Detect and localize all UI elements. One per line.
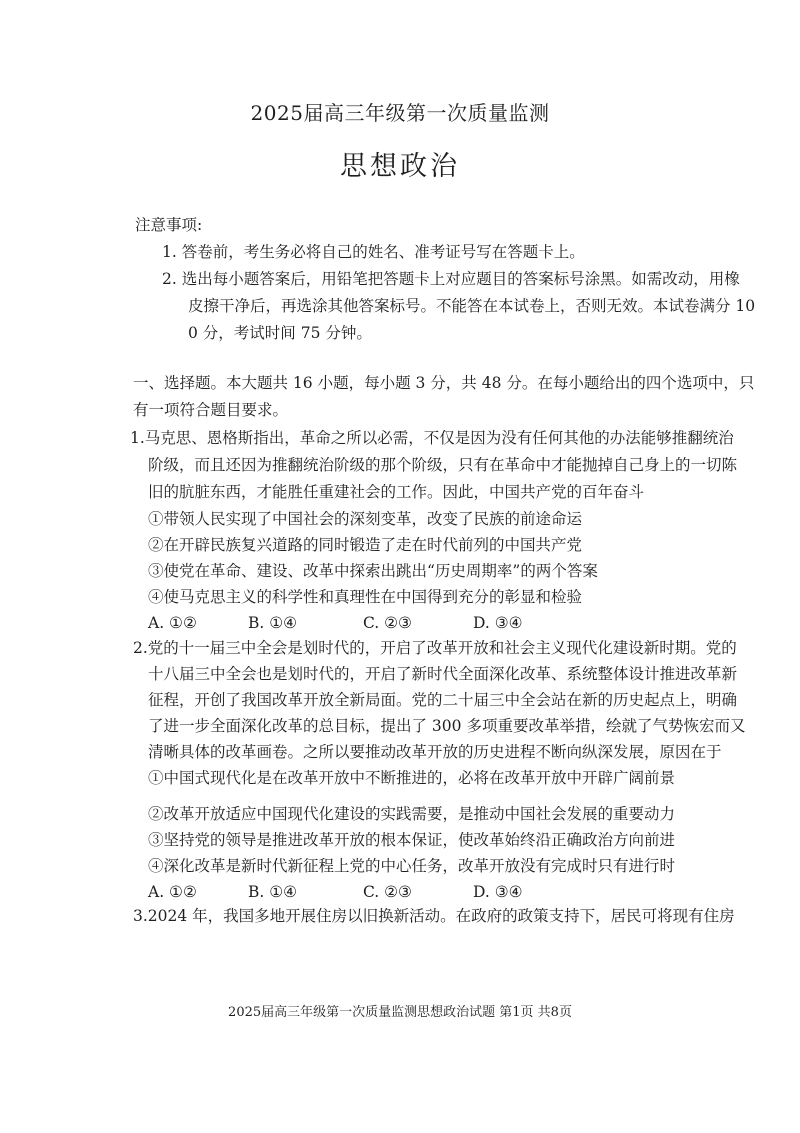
- q2-stem-line-5: 清晰具体的改革画卷。之所以要推动改革开放的历史进程不断向纵深发展，原因在于: [148, 743, 722, 761]
- q1-options: [148, 613, 568, 633]
- q1-stem-line-1: 1.马克思、恩格斯指出，革命之所以必需，不仅是因为没有任何其他的办法能够推翻统治: [130, 429, 734, 447]
- q2-stem-line-4: 了进一步全面深化改革的总目标，提出了 300 多项重要改革举措，绘就了气势恢宏而又: [148, 717, 746, 735]
- q2-options: [148, 882, 568, 902]
- q2-option-a: A. ①②: [148, 883, 197, 901]
- notice-item-2-line-1: 2. 选出每小题答案后，用铅笔把答题卡上对应题目的答案标号涂黑。如需改动，用橡: [162, 270, 740, 288]
- q1-statement-3: ③使党在革命、建设、改革中探索出跳出“历史周期率”的两个答案: [148, 562, 598, 580]
- section-heading-line-2: 有一项符合题目要求。: [133, 401, 289, 419]
- q2-option-c: C. ②③: [363, 883, 412, 901]
- q2-statement-2: ②改革开放适应中国现代化建设的实践需要，是推动中国社会发展的重要动力: [148, 805, 676, 823]
- notice-item-1: 1. 答卷前，考生务必将自己的姓名、准考证号写在答题卡上。: [162, 243, 585, 261]
- q3-stem-line-1: 3.2024 年，我国多地开展住房以旧换新活动。在政府的政策支持下，居民可将现有住房: [133, 907, 735, 925]
- notice-item-2-line-3: 0 分，考试时间 75 分钟。: [188, 324, 372, 342]
- notice-heading: 注意事项:: [135, 216, 203, 234]
- q1-statement-4: ④使马克思主义的科学性和真理性在中国得到充分的彰显和检验: [148, 588, 583, 606]
- q1-option-a: A. ①②: [148, 614, 197, 632]
- q1-stem-line-3: 旧的肮脏东西，才能胜任重建社会的工作。因此，中国共产党的百年奋斗: [148, 483, 645, 501]
- q1-statement-2: ②在开辟民族复兴道路的同时锻造了走在时代前列的中国共产党: [148, 536, 583, 554]
- q2-statement-4: ④深化改革是新时代新征程上党的中心任务，改革开放没有完成时只有进行时: [148, 857, 676, 875]
- q1-option-b: B. ①④: [248, 614, 298, 632]
- q2-stem-line-3: 征程，开创了我国改革开放全新局面。党的二十届三中全会站在新的历史起点上，明确: [148, 691, 738, 709]
- q2-stem-line-2: 十八届三中全会也是划时代的，开启了新时代全面深化改革、系统整体设计推进改革新: [148, 665, 738, 683]
- q2-option-b: B. ①④: [248, 883, 298, 901]
- q2-stem-line-1: 2.党的十一届三中全会是划时代的，开启了改革开放和社会主义现代化建设新时期。党的: [133, 639, 737, 657]
- q2-option-d: D. ③④: [473, 883, 523, 901]
- subject-title: 思想政治: [340, 151, 460, 182]
- q2-statement-1: ①中国式现代化是在改革开放中不断推进的，必将在改革开放中开辟广阔前景: [148, 769, 676, 787]
- page-footer: 2025届高三年级第一次质量监测思想政治试题 第1页 共8页: [228, 1005, 572, 1020]
- q2-statement-3: ③坚持党的领导是推进改革开放的根本保证，使改革始终沿正确政治方向前进: [148, 831, 676, 849]
- q1-option-c: C. ②③: [363, 614, 412, 632]
- notice-item-2-line-2: 皮擦干净后，再选涂其他答案标号。不能答在本试卷上，否则无效。本试卷满分 10: [188, 297, 756, 315]
- exam-title: 2025届高三年级第一次质量监测: [250, 101, 550, 125]
- section-heading-line-1: 一、选择题。本大题共 16 小题，每小题 3 分，共 48 分。在每小题给出的四个选项中，只: [133, 374, 755, 392]
- q1-statement-1: ①带领人民实现了中国社会的深刻变革，改变了民族的前途命运: [148, 510, 583, 528]
- q1-option-d: D. ③④: [473, 614, 523, 632]
- q1-stem-line-2: 阶级，而且还因为推翻统治阶级的那个阶级，只有在革命中才能抛掉自己身上的一切陈: [148, 456, 738, 474]
